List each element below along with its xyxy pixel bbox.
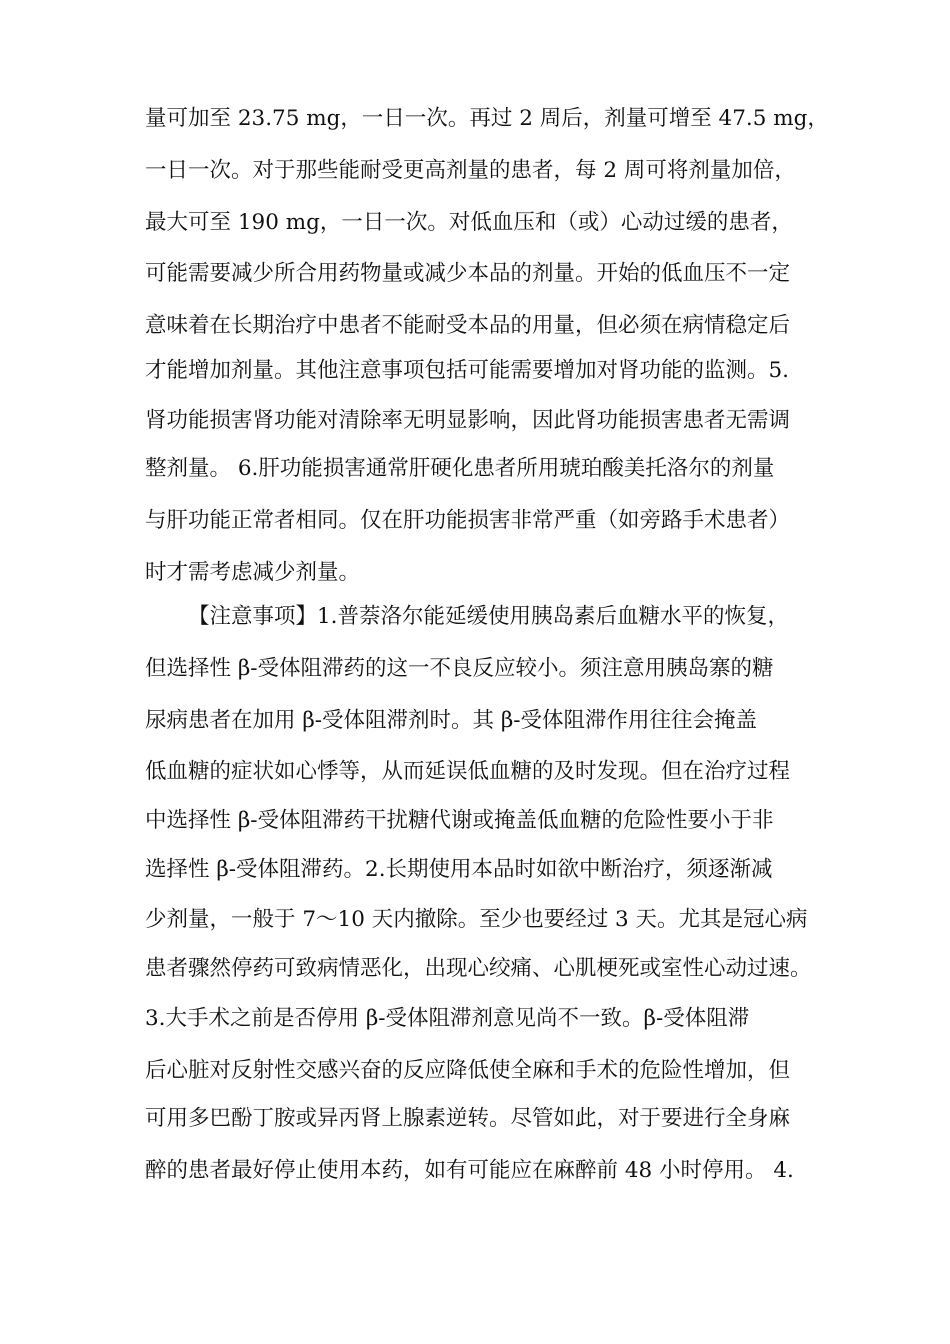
text-line: 患者骤然停药可致病情恶化，出现心绞痛、心肌梗死或室性心动过速。: [145, 956, 812, 981]
text-line: 选择性 β-受体阻滞药。2.长期使用本品时如欲中断治疗，须逐渐减: [145, 857, 773, 882]
text-line: 可能需要减少所合用药物量或减少本品的剂量。开始的低血压不一定: [145, 261, 791, 286]
text-line: 最大可至 190 mg，一日一次。对低血压和（或）心动过缓的患者，: [145, 210, 793, 235]
text-line: 意味着在长期治疗中患者不能耐受本品的用量，但必须在病情稳定后: [145, 313, 791, 338]
text-line: 3.大手术之前是否停用 β-受体阻滞剂意见尚不一致。β-受体阻滞: [145, 1006, 750, 1031]
text-line: 少剂量，一般于 7～10 天内撤除。至少也要经过 3 天。尤其是冠心病: [145, 907, 808, 932]
text-line: 量可加至 23.75 mg，一日一次。再过 2 周后，剂量可增至 47.5 mg，: [145, 106, 829, 131]
text-line: 整剂量。 6.肝功能损害通常肝硬化患者所用琥珀酸美托洛尔的剂量: [145, 456, 775, 481]
text-line: 可用多巴酚丁胺或异丙肾上腺素逆转。尽管如此，对于要进行全身麻: [145, 1106, 791, 1131]
text-line: 【注意事项】1.普萘洛尔能延缓使用胰岛素后血糖水平的恢复，: [188, 604, 790, 629]
text-line: 时才需考虑减少剂量。: [145, 560, 361, 585]
text-line: 但选择性 β-受体阻滞药的这一不良反应较小。须注意用胰岛寨的糖: [145, 656, 774, 681]
text-line: 后心脏对反射性交感兴奋的反应降低使全麻和手术的危险性增加，但: [145, 1058, 791, 1083]
text-line: 醉的患者最好停止使用本药，如有可能应在麻醉前 48 小时停用。 4.: [145, 1158, 794, 1183]
text-line: 低血糖的症状如心悸等，从而延误低血糖的及时发现。但在治疗过程: [145, 759, 791, 784]
text-line: 肾功能损害肾功能对清除率无明显影响，因此肾功能损害患者无需调: [145, 408, 791, 433]
text-line: 中选择性 β-受体阻滞药干扰糖代谢或掩盖低血糖的危险性要小于非: [145, 808, 774, 833]
text-line: 才能增加剂量。其他注意事项包括可能需要增加对肾功能的监测。5.: [145, 358, 790, 383]
text-line: 与肝功能正常者相同。仅在肝功能损害非常严重（如旁路手术患者）: [145, 508, 791, 533]
text-line: 尿病患者在加用 β-受体阻滞剂时。其 β-受体阻滞作用往往会掩盖: [145, 708, 758, 733]
text-line: 一日一次。对于那些能耐受更高剂量的患者，每 2 周可将剂量加倍，: [145, 158, 796, 183]
